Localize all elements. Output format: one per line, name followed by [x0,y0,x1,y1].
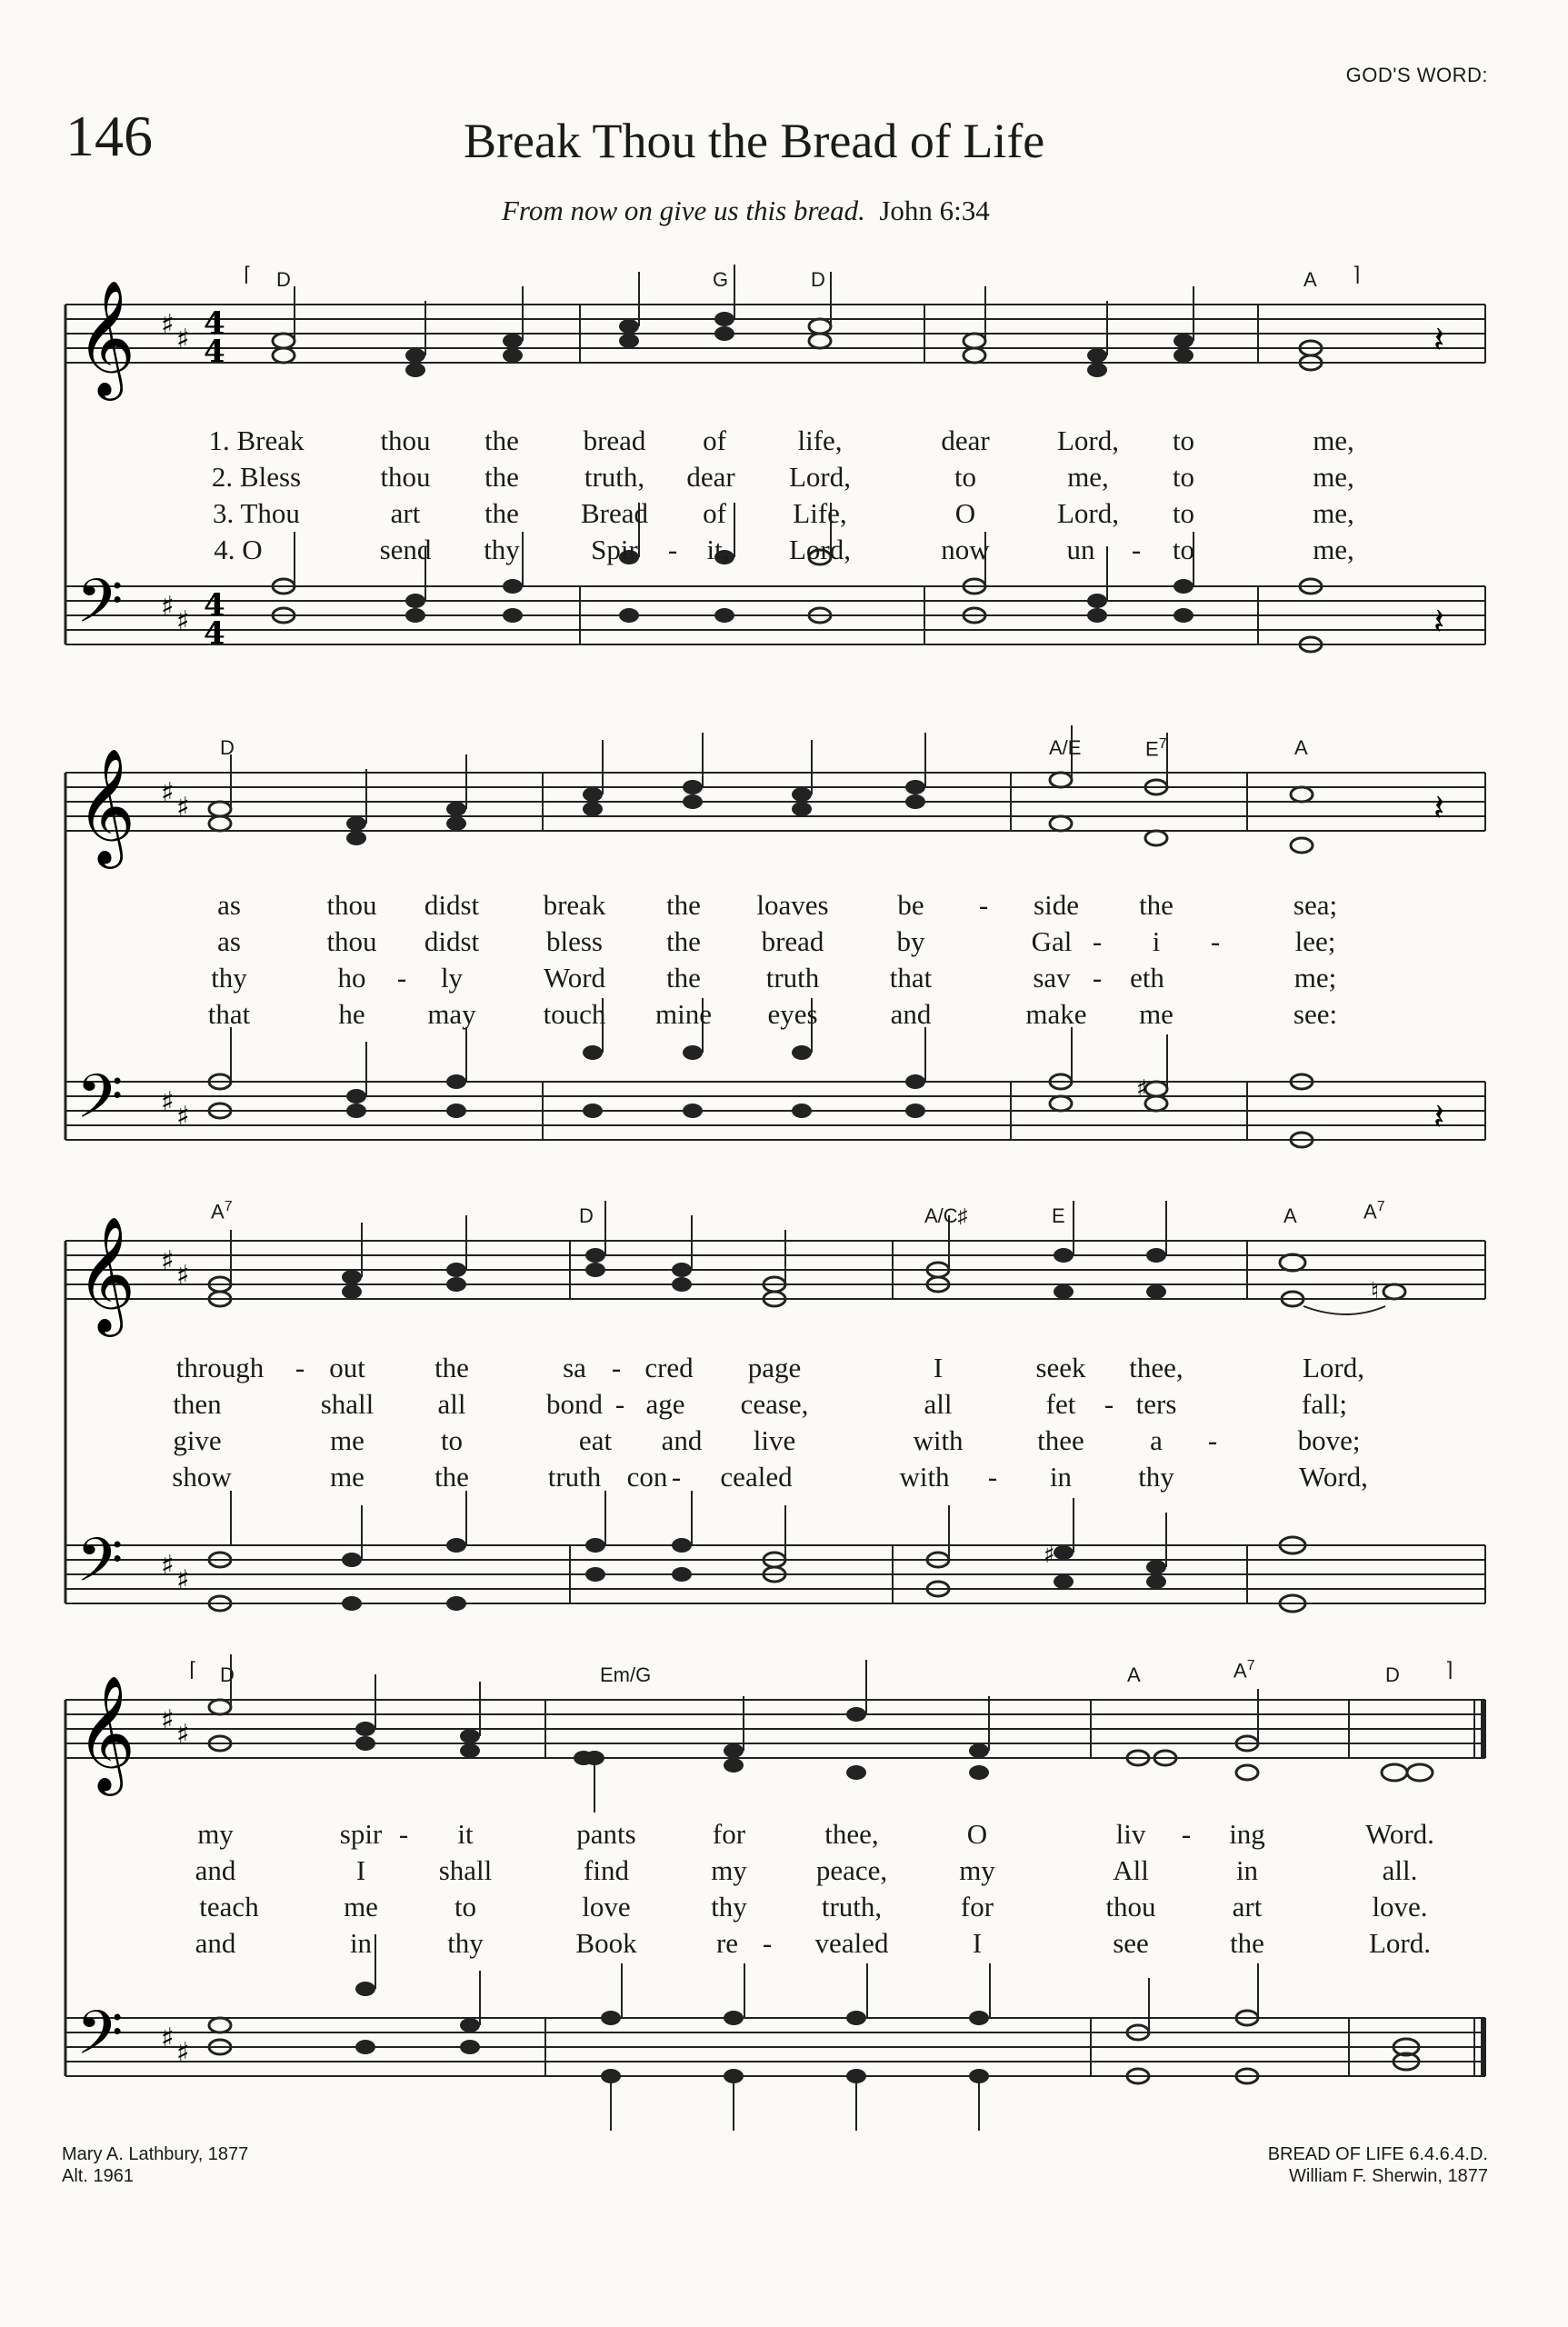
lyric-syllable: me; [1293,962,1337,994]
lyric-syllable: truth, [584,461,645,493]
svg-text:♯: ♯ [161,777,175,809]
lyric-syllable: Word. [1365,1818,1434,1850]
svg-text:𝄢: 𝄢 [76,566,124,651]
lyric-syllable: Gal [1031,925,1073,957]
lyric-syllable: and [661,1424,703,1456]
chord-symbol [1363,1199,1385,1223]
svg-text:𝄢: 𝄢 [76,1998,124,2082]
text-alteration: Alt. 1961 [62,2166,134,2186]
lyric-syllable: love. [1372,1891,1428,1923]
lyric-syllable: - [295,1352,305,1383]
svg-text:♯: ♯ [176,1564,190,1596]
chord-symbol: A [1127,1663,1141,1686]
lyric-syllable: Lord, [1056,424,1120,456]
lyric-syllable: all. [1382,1854,1418,1886]
lyric-syllable: - [396,962,407,994]
lyric-syllable: i [1152,925,1161,957]
lyric-syllable: thy [711,1891,747,1923]
lyric-syllable: truth [765,962,820,994]
lyric-syllable: send [379,534,432,565]
lyric-syllable: with [899,1461,950,1493]
svg-text:♮: ♮ [1371,1278,1380,1305]
svg-text:♯: ♯ [161,2022,175,2054]
lyric-syllable: sea; [1293,889,1338,921]
lyric-syllable: thy [447,1927,484,1959]
chord-symbol: A/E [1049,736,1082,759]
svg-text:♯: ♯ [176,1719,190,1751]
lyric-syllable: me, [1313,534,1354,565]
lyric-syllable: Lord, [788,461,852,493]
lyric-syllable: Book [575,1927,637,1959]
lyric-syllable: that [889,962,933,994]
lyric-syllable: - [611,1352,622,1383]
tune-name-meter: BREAD OF LIFE 6.4.6.4.D. [1267,2144,1488,2164]
lyric-syllable: ters [1135,1388,1177,1420]
lyric-syllable: seek [1035,1352,1086,1383]
lyric-syllable: me [330,1424,365,1456]
lyric-syllable: with [913,1424,964,1456]
lyric-syllable: 1. Break [208,424,305,456]
lyric-syllable: fet [1045,1388,1076,1420]
lyric-syllable: - [614,1388,625,1420]
lyric-syllable: see: [1293,998,1338,1030]
lyric-syllable: fall; [1302,1388,1347,1420]
lyric-syllable: cease, [740,1388,809,1420]
lyric-syllable: ho [337,962,366,994]
lyric-syllable: to [954,461,977,493]
lyric-syllable: - [1131,534,1142,565]
text-credit [62,2143,248,2187]
lyric-syllable: the [434,1352,469,1383]
svg-text:♯: ♯ [176,2037,190,2069]
lyric-syllable: Lord, [1056,497,1120,529]
lyric-syllable: in [349,1927,373,1959]
svg-text:♯: ♯ [161,1245,175,1277]
staff-notation-4 [65,1654,1485,2127]
lyric-syllable: my [711,1854,747,1886]
lyric-syllable: as [217,889,241,921]
chord-symbol: D [276,268,291,291]
lyric-syllable: me, [1313,424,1354,456]
lyric-syllable: it [457,1818,474,1850]
chord-symbol: A [1283,1204,1297,1227]
lyric-syllable: then [173,1388,222,1420]
chord-bracket-open-icon: ⌈ [189,1658,197,1681]
lyric-syllable: the [1230,1927,1264,1959]
lyric-syllable: dear [941,424,990,456]
lyric-syllable: of [703,497,726,529]
lyric-syllable: un [1066,534,1095,565]
lyric-syllable: he [338,998,365,1030]
lyric-syllable: out [329,1352,365,1383]
lyric-syllable: - [1092,925,1103,957]
lyric-syllable: art [1232,1891,1263,1923]
svg-text:4: 4 [204,305,225,342]
lyric-syllable: be [897,889,924,921]
svg-text:♯: ♯ [176,792,190,824]
music-system-4 [65,1654,1485,2127]
lyric-syllable: find [584,1854,629,1886]
lyric-syllable: re [715,1927,739,1959]
lyric-syllable: didst [424,925,480,957]
svg-text:𝄞: 𝄞 [76,1674,136,1791]
lyric-syllable: to [440,1424,464,1456]
lyric-syllable: - [978,889,989,921]
music-system-3 [65,1195,1485,1623]
lyric-syllable: lee; [1294,925,1336,957]
lyric-syllable: Word [543,962,606,994]
lyric-syllable: the [484,461,519,493]
lyric-syllable: and [195,1854,236,1886]
lyric-syllable: bread [583,424,646,456]
scripture-line [502,195,990,227]
lyric-syllable: the [434,1461,469,1493]
lyric-syllable: age [645,1388,685,1420]
lyric-syllable: may [427,998,476,1030]
lyric-syllable: I [972,1927,983,1959]
svg-text:♯: ♯ [161,1550,175,1582]
hymn-title: Break Thou the Bread of Life [464,114,1045,168]
lyric-syllable: me [330,1461,365,1493]
scripture-quote: From now on give us this bread. [502,195,865,226]
scripture-reference: John 6:34 [879,195,990,226]
lyric-syllable: the [484,497,519,529]
svg-text:♯: ♯ [176,324,190,355]
lyric-syllable: - [762,1927,773,1959]
lyric-syllable: eat [578,1424,613,1456]
lyric-syllable: - [1104,1388,1114,1420]
lyric-syllable: to [1172,497,1195,529]
lyric-syllable: to [1172,461,1195,493]
lyric-syllable: of [703,424,726,456]
lyric-syllable: love [582,1891,631,1923]
svg-text:♯: ♯ [161,309,175,341]
chord-bracket-close-icon: ⌉ [1445,1658,1453,1681]
lyric-syllable: the [666,925,701,957]
lyric-syllable: mine [655,998,712,1030]
lyric-syllable: liv [1115,1818,1146,1850]
lyric-syllable: pants [576,1818,636,1850]
lyric-syllable: bless [546,925,603,957]
lyric-syllable: dear [686,461,735,493]
lyric-syllable: - [987,1461,998,1493]
lyric-syllable: 4. O [214,534,263,565]
lyric-syllable: bond [546,1388,603,1420]
lyric-syllable: it, [706,534,730,565]
lyric-syllable: O [954,497,976,529]
lyric-syllable: thou [326,889,377,921]
lyric-syllable: peace, [815,1854,888,1886]
lyric-syllable: and [195,1927,236,1959]
lyric-syllable: teach [199,1891,259,1923]
chord-root: E [1145,737,1159,761]
music-system-1 [65,259,1485,695]
lyric-syllable: touch [543,998,606,1030]
music-system-2 [65,727,1485,1164]
lyric-syllable: - [1207,1424,1218,1456]
svg-text:♯: ♯ [176,1260,190,1292]
svg-text:𝄞: 𝄞 [76,747,136,864]
lyric-syllable: didst [424,889,480,921]
lyric-syllable: thy [211,962,247,994]
svg-text:♯: ♯ [176,605,190,637]
chord-symbol [1145,736,1167,761]
lyric-syllable: me [1139,998,1174,1030]
svg-text:♯: ♯ [161,1704,175,1736]
lyric-syllable: live [753,1424,796,1456]
chord-extension: 7 [224,1199,233,1214]
lyric-syllable: bove; [1297,1424,1361,1456]
lyric-syllable: thy [1138,1461,1174,1493]
lyric-syllable: O [966,1818,988,1850]
lyric-syllable: to [454,1891,477,1923]
lyric-syllable: ing [1229,1818,1265,1850]
lyric-syllable: give [173,1424,222,1456]
lyric-syllable: 3. Thou [213,497,300,529]
lyric-syllable: me, [1067,461,1109,493]
hymn-number: 146 [65,104,153,168]
chord-symbol: G [713,268,729,291]
lyric-syllable: make [1025,998,1087,1030]
lyric-syllable: Bread [580,497,649,529]
lyric-syllable: me [344,1891,378,1923]
lyric-syllable: the [666,962,701,994]
lyric-syllable: eyes [767,998,818,1030]
lyric-syllable: spir [339,1818,383,1850]
lyric-syllable: thy [484,534,520,565]
chord-bracket-open-icon: ⌈ [244,263,252,285]
lyric-syllable: thou [326,925,377,957]
chord-bracket-close-icon: ⌉ [1353,263,1361,285]
lyric-syllable: through [175,1352,265,1383]
chord-root: A [211,1200,225,1223]
lyric-syllable: the [666,889,701,921]
lyric-syllable: Spir [591,534,638,565]
composer: William F. Sherwin, 1877 [1289,2166,1488,2186]
lyric-syllable: Word, [1299,1461,1368,1493]
svg-text:♯: ♯ [161,591,175,623]
chord-symbol: D [220,736,235,759]
chord-extension: 7 [1376,1199,1385,1214]
lyric-syllable: and [890,998,932,1030]
text-author: Mary A. Lathbury, 1877 [62,2144,249,2164]
lyric-syllable: sav [1033,962,1071,994]
svg-text:♯: ♯ [161,1086,175,1118]
lyric-syllable: the [484,424,519,456]
lyric-syllable: show [172,1461,232,1493]
svg-text:𝄽: 𝄽 [1433,787,1445,829]
svg-text:𝄞: 𝄞 [76,1215,136,1332]
lyric-syllable: the [1139,889,1174,921]
svg-text:𝄽: 𝄽 [1433,319,1445,361]
lyric-syllable: me, [1313,497,1354,529]
lyric-syllable: - [1092,962,1103,994]
lyric-syllable: as [217,925,241,957]
lyric-syllable: thou [1105,1891,1156,1923]
svg-text:4: 4 [204,615,225,652]
lyric-syllable: eth [1130,962,1164,994]
lyric-syllable: Lord, [788,534,852,565]
lyric-syllable: side [1034,889,1079,921]
lyric-syllable: a [1150,1424,1163,1456]
lyric-syllable: for [712,1818,746,1850]
chord-symbol [211,1199,233,1223]
lyric-syllable: to [1172,424,1195,456]
lyric-syllable: - [671,1461,682,1493]
lyric-syllable: I [355,1854,366,1886]
svg-text:𝄞: 𝄞 [76,279,136,395]
chord-symbol: E [1052,1204,1065,1227]
chord-symbol: D [220,1663,235,1686]
chord-symbol: A [1303,268,1317,291]
svg-text:4: 4 [204,334,225,370]
chord-extension: 7 [1158,736,1167,752]
section-tag: GOD'S WORD: [1345,64,1488,86]
chord-symbol: Em/G [600,1663,652,1686]
svg-text:♯: ♯ [1136,1075,1148,1103]
lyric-syllable: - [1210,925,1221,957]
lyric-syllable: my [959,1854,995,1886]
lyric-syllable: Lord, [1302,1352,1365,1383]
lyric-syllable: life, [797,424,843,456]
lyric-syllable: see [1113,1927,1149,1959]
lyric-syllable: I [933,1352,944,1383]
lyric-syllable: bread [761,925,824,957]
svg-text:𝄢: 𝄢 [76,1525,124,1610]
lyric-syllable: - [398,1818,409,1850]
lyric-syllable: sa [563,1352,586,1383]
svg-text:𝄢: 𝄢 [76,1062,124,1146]
lyric-syllable: thou [380,461,431,493]
lyric-syllable: all [924,1388,953,1420]
svg-text:4: 4 [204,587,225,624]
lyric-syllable: in [1049,1461,1073,1493]
lyric-syllable: cealed [720,1461,793,1493]
chord-symbol [1233,1658,1255,1683]
lyric-syllable: in [1235,1854,1259,1886]
lyric-syllable: that [207,998,251,1030]
svg-text:♯: ♯ [1044,1542,1055,1569]
lyric-syllable: shall [438,1854,493,1886]
lyric-syllable: thee, [824,1818,879,1850]
lyric-syllable: thee [1037,1424,1084,1456]
lyric-syllable: thou [380,424,431,456]
lyric-syllable: thee, [1129,1352,1183,1383]
lyric-syllable: Lord. [1368,1927,1432,1959]
svg-text:𝄽: 𝄽 [1433,601,1445,643]
lyric-syllable: All [1113,1854,1149,1886]
lyric-syllable: loaves [756,889,829,921]
lyric-syllable: to [1172,534,1195,565]
chord-symbol: D [1385,1663,1400,1686]
lyric-syllable: - [1181,1818,1192,1850]
lyric-syllable: cred [644,1352,694,1383]
lyric-syllable: my [197,1818,234,1850]
svg-text:𝄽: 𝄽 [1433,1096,1445,1138]
lyric-syllable: me, [1313,461,1354,493]
lyric-syllable: shall [320,1388,375,1420]
chord-symbol: D [579,1204,594,1227]
lyric-syllable: Life, [793,497,847,529]
lyric-syllable: all [437,1388,466,1420]
lyric-syllable: ly [440,962,464,994]
chord-root: A [1233,1659,1247,1683]
lyric-syllable: 2. Bless [211,461,302,493]
chord-root: A [1363,1200,1377,1223]
lyric-syllable: truth [547,1461,602,1493]
lyric-syllable: art [390,497,421,529]
lyric-syllable: vealed [814,1927,889,1959]
lyric-syllable: page [747,1352,802,1383]
lyric-syllable: by [896,925,925,957]
chord-symbol: A [1294,736,1308,759]
lyric-syllable: - [667,534,678,565]
chord-symbol: A/C♯ [924,1204,968,1227]
lyric-syllable: break [543,889,606,921]
lyric-syllable: truth, [821,1891,883,1923]
chord-symbol: D [811,268,825,291]
tune-credit [1268,2143,1488,2187]
lyric-syllable: con [626,1461,668,1493]
lyric-syllable: now [941,534,990,565]
svg-text:♯: ♯ [176,1101,190,1133]
lyric-syllable: for [960,1891,994,1923]
chord-extension: 7 [1246,1658,1255,1673]
